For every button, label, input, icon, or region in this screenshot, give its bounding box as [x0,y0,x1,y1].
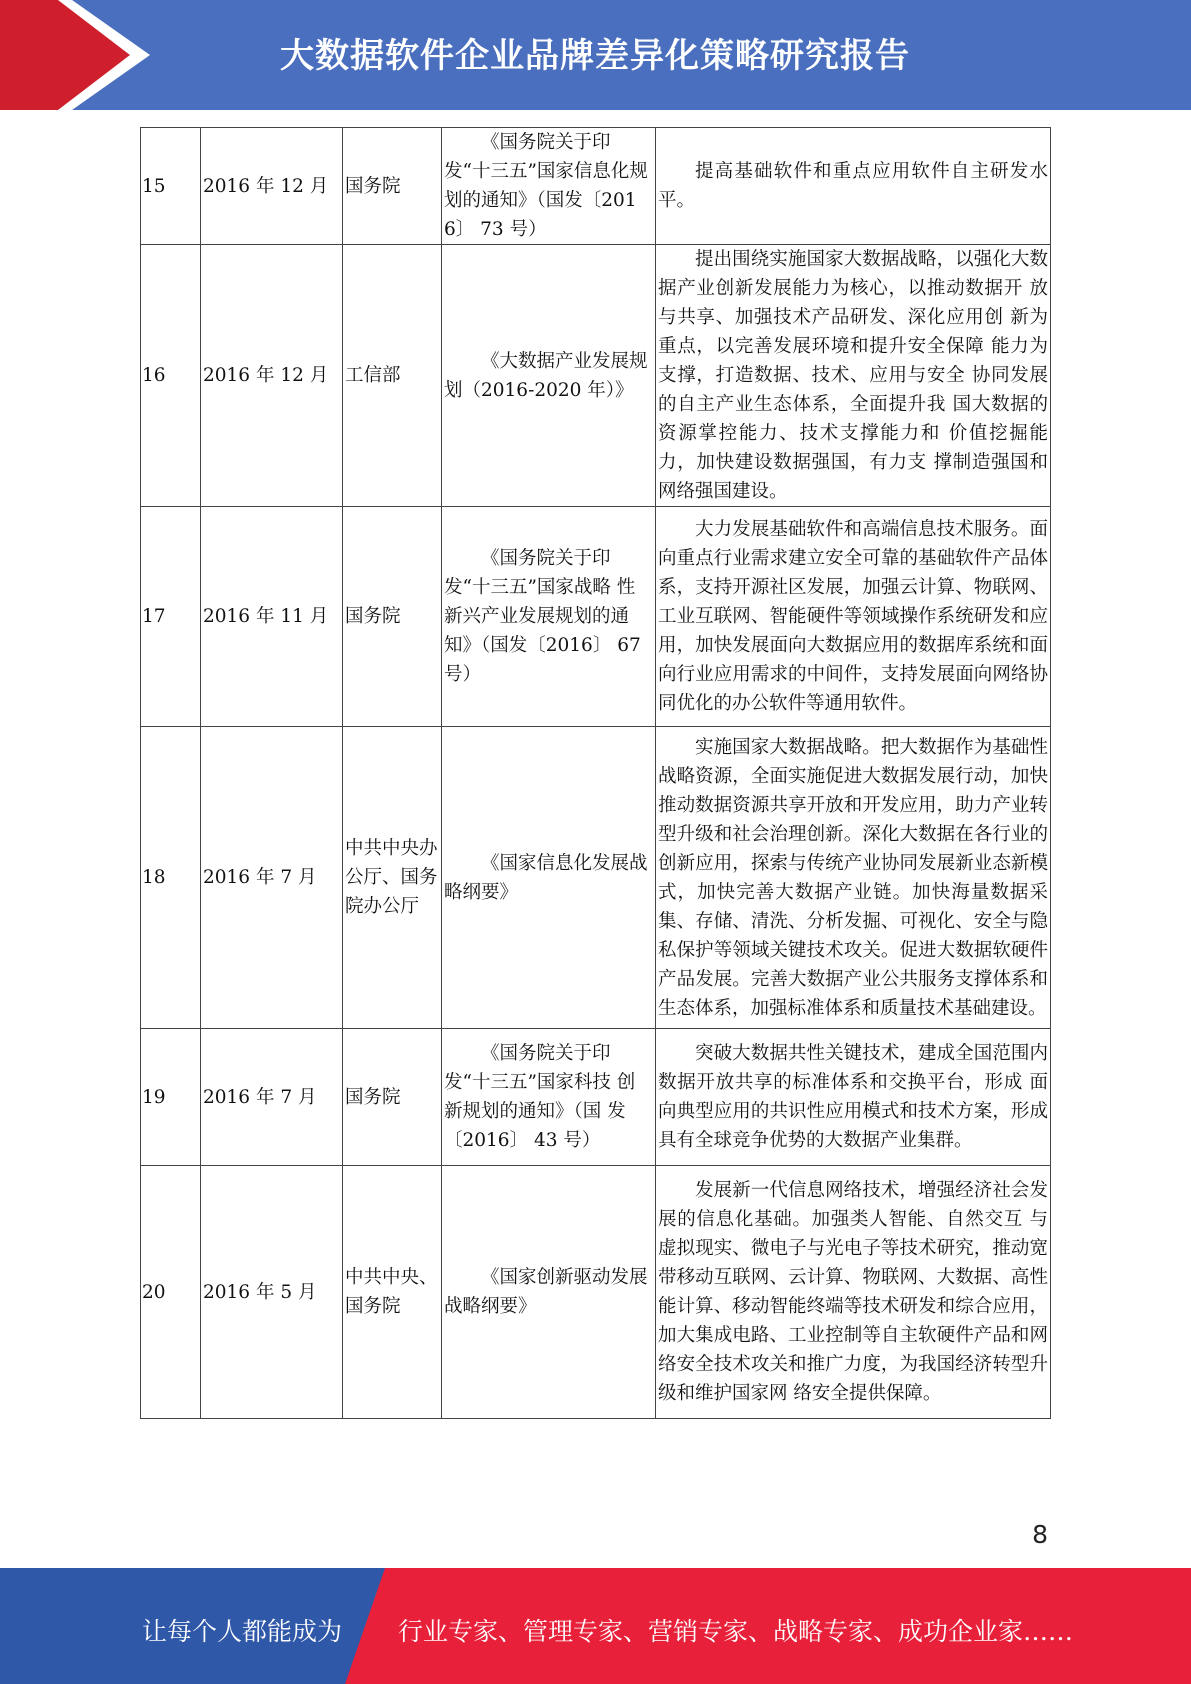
footer-banner [0,1568,1191,1684]
header-banner [0,0,1191,110]
table-row [141,727,1051,1029]
policy-content: 突破大数据共性关键技术，建成全国范围内 数据开放共享的标准体系和交换平台，形成 面向典型应用的共识性应用模式和技术方案，形成具有全球竞争优势的大数据产业集群。 [656,1029,1051,1166]
issuing-authority: 国务院 [343,507,442,727]
page-number: 8 [1032,1520,1048,1549]
row-number: 18 [141,727,201,1029]
row-number: 20 [141,1166,201,1419]
table-row [141,507,1051,727]
issue-date: 2016 年 11 月 [201,507,343,727]
row-number: 17 [141,507,201,727]
row-number: 16 [141,245,201,507]
issuing-authority: 中共中央办公厅、国务院办公厅 [343,727,442,1029]
footer-slogan-left: 让每个人都能成为 [142,1617,343,1646]
issue-date: 2016 年 12 月 [201,245,343,507]
table-row [141,1166,1051,1419]
policy-document: 《国家信息化发展战 略纲要》 [442,727,656,1029]
policy-document: 《国务院关于印发“十三五”国家战略 性新兴产业发展规划的通知》（国发〔2016〕 67 号） [442,507,656,727]
table-row [141,245,1051,507]
table-row [141,128,1051,245]
policy-document: 《大数据产业发展规 划（2016-2020 年）》 [442,245,656,507]
red-chevron-decoration [0,0,160,110]
issue-date: 2016 年 5 月 [201,1166,343,1419]
issuing-authority: 中共中央、国务院 [343,1166,442,1419]
table-row [141,1029,1051,1166]
document-title: 大数据软件企业品牌差异化策略研究报告 [280,36,910,76]
issuing-authority: 国务院 [343,128,442,245]
issue-date: 2016 年 12 月 [201,128,343,245]
row-number: 15 [141,128,201,245]
policy-content: 发展新一代信息网络技术，增强经济社会发 展的信息化基础。加强类人智能、自然交互 与虚拟现实、微电子与光电子等技术研究，推动宽带移动互联网、云计算、物联网、大数据、高性能计算、移动智能终端等技术研发和综合应用，加大集成电路、工业控制等自主软硬件产品和网络安全技术攻关和推广力度，为我国经济转型升级和维护国家网 络安全提供保障。 [656,1166,1051,1419]
policy-content: 提出围绕实施国家大数据战略，以强化大数 据产业创新发展能力为核心，以推动数据开 放与共享、加强技术产品研发、深化应用创 新为重点，以完善发展环境和提升安全保障 能力为支撑，打造数据、技术、应用与安全 协同发展的自主产业生态体系，全面提升我 国大数据的资源掌控能力、技术支撑能力和 价值挖掘能力，加快建设数据强国，有力支 撑制造强国和网络强国建设。 [656,245,1051,507]
policy-document: 《国务院关于印发“十三五”国家科技 创新规划的通知》（国 发〔2016〕 43 号） [442,1029,656,1166]
footer-slogan-right: 行业专家、管理专家、营销专家、战略专家、成功企业家…… [398,1617,1074,1646]
issuing-authority: 国务院 [343,1029,442,1166]
row-number: 19 [141,1029,201,1166]
policy-content: 实施国家大数据战略。把大数据作为基础性 战略资源，全面实施促进大数据发展行动，加快推动数据资源共享开放和开发应用，助力产业转型升级和社会治理创新。深化大数据在各行业的创新应用，探索与传统产业协同发展新业态新模式，加快完善大数据产业链。加快海量数据采集、存储、清洗、分析发掘、可视化、安全与隐私保护等领域关键技术攻关。促进大数据软硬件产品发展。完善大数据产业公共服务支撑体系和生态体系，加强标准体系和质量技术基础建设。 [656,727,1051,1029]
issue-date: 2016 年 7 月 [201,727,343,1029]
policy-document: 《国务院关于印发“十三五”国家信息化规划的通知》（国发〔2016〕 73 号） [442,128,656,245]
policy-content: 大力发展基础软件和高端信息技术服务。面 向重点行业需求建立安全可靠的基础软件产品体系，支持开源社区发展，加强云计算、物联网、工业互联网、智能硬件等领域操作系统研发和应用，加快发展面向大数据应用的数据库系统和面向行业应用需求的中间件，支持发展面向网络协同优化的办公软件等通用软件。 [656,507,1051,727]
policy-table [140,127,1051,1419]
policy-document: 《国家创新驱动发展 战略纲要》 [442,1166,656,1419]
policy-content: 提高基础软件和重点应用软件自主研发水 平。 [656,128,1051,245]
issue-date: 2016 年 7 月 [201,1029,343,1166]
issuing-authority: 工信部 [343,245,442,507]
